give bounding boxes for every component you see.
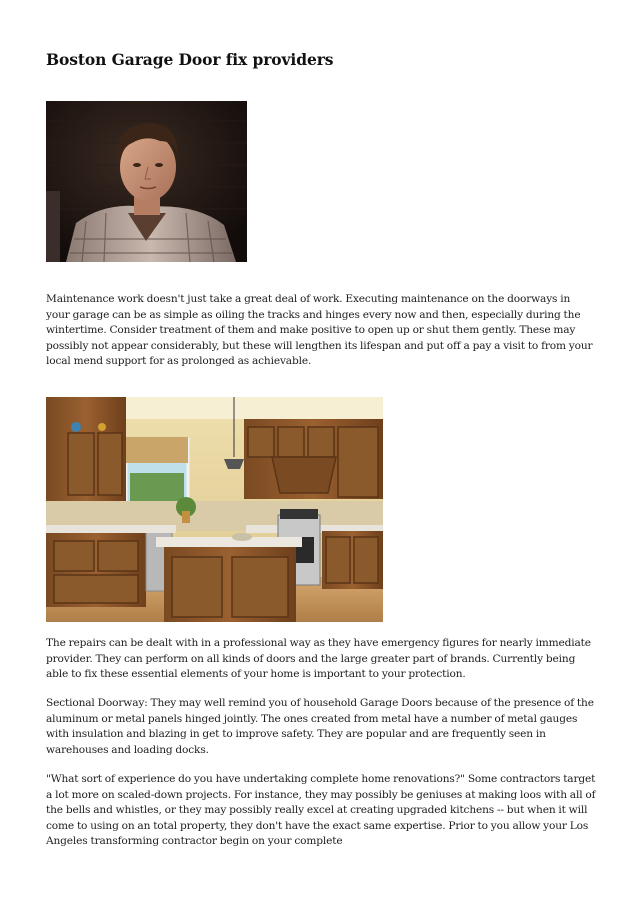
paragraph: The repairs can be dealt with in a professional way as they have emergency figures for nearly immediate provider. They can perform on all kinds of doors and the large greater part of brands. Currently being able to fix these essential elements of your home is important to your protection. bbox=[46, 637, 591, 680]
paragraph: "What sort of experience do you have undertaking complete home renovations?" Some contractors target a lot more on scaled-down projects. For instance, they may possibly be geniuses at making loos with all of the bells and whistles, or they may possibly really excel at creating upgraded kitchens -- but when it will come to using on an total property, they don't have the exact same expertise. Prior to you allow your Los Angeles transforming contractor begin on your complete bbox=[46, 773, 596, 847]
document-title: Boston Garage Door fix providers bbox=[46, 50, 334, 69]
paragraph: Sectional Doorway: They may well remind you of household Garage Doors because of the presence of the aluminum or metal panels hinged jointly. The ones created from metal have a number of metal gauges with insulation and blazing in get to improve safety. They are popular and are frequently seen in warehouses and loading docks. bbox=[46, 697, 594, 756]
portrait-photo bbox=[46, 101, 247, 262]
paragraph: Maintenance work doesn't just take a great deal of work. Executing maintenance on the doorways in your garage can be as simple as oiling the tracks and hinges every now and then, especially during the wintertime. Consider treatment of them and make positive to open up or shut them gently. These may possibly not appear considerably, but these will lengthen its lifespan and put off a pay a visit to from your local mend support for as prolonged as achievable. bbox=[46, 293, 593, 367]
kitchen-photo bbox=[46, 397, 383, 622]
